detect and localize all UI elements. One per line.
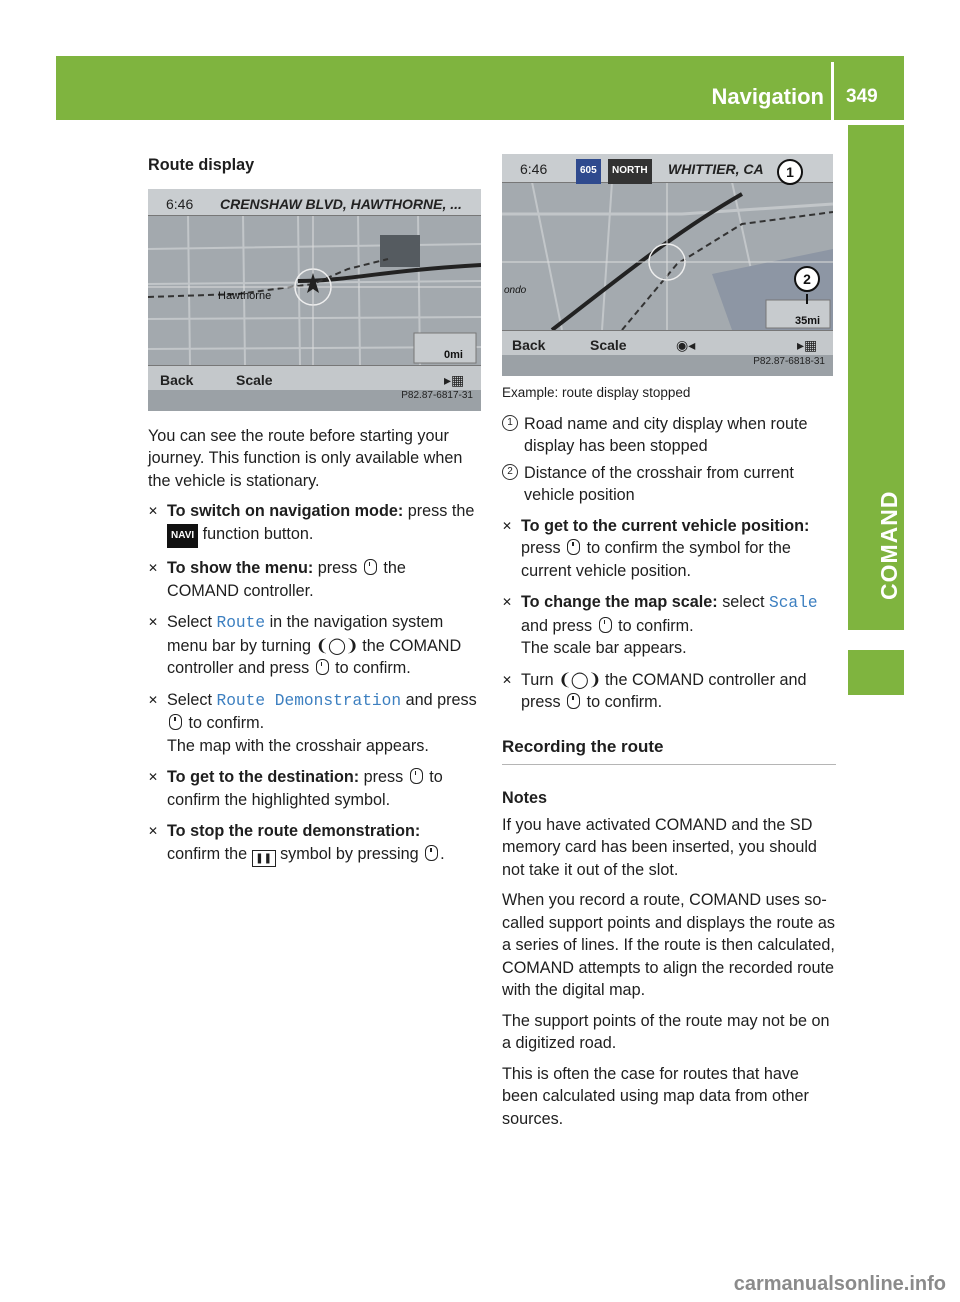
callout-1: 1: [777, 159, 803, 185]
back-button[interactable]: Back: [512, 337, 546, 353]
map-options-icon[interactable]: ▸▦: [797, 337, 818, 353]
clock: 6:46: [166, 195, 194, 212]
navi-button-icon: NAVI: [167, 524, 198, 549]
intro-text: You can see the route before starting your journey. This function is only available when the vehicle is stationary.: [148, 426, 463, 490]
step-show-menu: ✕ To show the menu: press the COMAND controller.: [148, 559, 406, 600]
step-select-demo: ✕ Select Route Demonstration and press to confirm. The map with the crosshair appears.: [148, 690, 477, 755]
side-tab-marker: [848, 650, 904, 695]
step-turn-controller: ✕ Turn ❨◯❩ the COMAND controller and press to confirm.: [502, 670, 807, 711]
press-controller-icon: [567, 539, 580, 555]
step-change-scale: ✕ To change the map scale: select Scale and press to confirm. The scale bar appears.: [502, 593, 818, 657]
distance-label: 0mi: [444, 348, 463, 361]
press-controller-icon: [169, 714, 182, 730]
clock: 6:46: [520, 161, 548, 177]
step-arrow-icon: ✕: [502, 518, 513, 533]
pause-icon: ❚❚: [252, 850, 276, 867]
route-demo-menu-item: Route Demonstration: [216, 691, 402, 710]
place-label: ondo: [504, 285, 527, 296]
route-menu-item: Route: [216, 614, 266, 632]
figure-caption: Example: route display stopped: [502, 385, 691, 400]
step-arrow-icon: ✕: [148, 504, 159, 518]
road-name: CRENSHAW BLVD, HAWTHORNE, ...: [220, 195, 462, 212]
turn-controller-icon: ❨◯❩: [558, 670, 601, 689]
press-controller-icon: [364, 559, 377, 575]
map-title-bar: [148, 189, 481, 216]
legend-item: 1 Road name and city display when route display has been stopped: [502, 413, 836, 458]
step-arrow-icon: ✕: [148, 824, 159, 838]
side-tab-label: COMAND: [876, 490, 902, 600]
scale-menu-item: Scale: [769, 594, 818, 612]
city-label: Hawthorne: [218, 289, 272, 302]
recording-heading: Recording the route: [502, 736, 836, 766]
turn-controller-icon: ❨◯❩: [315, 636, 358, 655]
distance-label: 35mi: [795, 315, 821, 327]
step-stop-demo: ✕ To stop the route demonstration: confirm the ❚❚ symbol by pressing .: [148, 820, 482, 867]
note-paragraph: The support points of the route may not be on a digitized road.: [502, 1011, 830, 1052]
step-get-destination: ✕ To get to the destination: press to confirm the highlighted symbol.: [148, 768, 443, 809]
press-controller-icon: [567, 693, 580, 709]
step-arrow-icon: ✕: [148, 561, 159, 575]
map-options-icon[interactable]: ▸▦: [444, 371, 465, 388]
route-stopped-figure: [502, 154, 833, 376]
scale-button[interactable]: Scale: [236, 371, 273, 388]
legend-number: 1: [502, 415, 518, 431]
press-controller-icon: [425, 845, 438, 861]
road-name: WHITTIER, CA: [668, 161, 764, 177]
watermark: carmanualsonline.info: [733, 1273, 946, 1295]
note-paragraph: This is often the case for routes that have been calculated using map data from other sources.: [502, 1064, 809, 1128]
legend-number: 2: [502, 464, 518, 480]
header-divider: [831, 62, 834, 120]
figure-code: P82.87-6817-31: [401, 390, 473, 401]
note-paragraph: If you have activated COMAND and the SD memory card has been inserted, you should not take it out of the slot.: [502, 815, 817, 879]
scale-button[interactable]: Scale: [590, 337, 627, 353]
route-display-heading: Route display: [148, 156, 255, 174]
direction-badge: NORTH: [608, 159, 652, 184]
figure-code: P82.87-6818-31: [753, 355, 825, 367]
press-controller-icon: [599, 617, 612, 633]
step-switch-navigation: ✕ To switch on navigation mode: press the NAVI function button.: [148, 500, 482, 548]
notes-heading: Notes: [502, 789, 547, 807]
legend-item: 2 Distance of the crosshair from current vehicle position: [502, 462, 836, 507]
press-controller-icon: [410, 768, 423, 784]
left-column: [148, 154, 482, 876]
step-current-position: ✕ To get to the current vehicle position: press to confirm the symbol for the current vehicle position.: [502, 516, 810, 580]
step-arrow-icon: ✕: [148, 692, 159, 707]
step-select-route: ✕ Select Route in the navigation system menu bar by turning ❨◯❩ the COMAND controller and press to confirm.: [148, 613, 462, 677]
section-title: Navigation: [711, 84, 824, 109]
vehicle-position-icon[interactable]: ◉◂: [676, 337, 696, 353]
note-paragraph: When you record a route, COMAND uses so-called support points and displays the route as a series of lines. If the route is then calculated, COMAND attempts to align the recorded route with the digital map.: [502, 891, 835, 999]
interstate-shield: 605: [576, 159, 601, 184]
callout-2: 2: [794, 266, 820, 292]
right-column: [502, 154, 836, 1138]
step-arrow-icon: ✕: [148, 615, 159, 629]
step-arrow-icon: ✕: [502, 595, 513, 609]
step-arrow-icon: ✕: [148, 770, 159, 784]
step-arrow-icon: ✕: [502, 672, 513, 687]
back-button[interactable]: Back: [160, 371, 194, 388]
page-number: 349: [846, 86, 878, 107]
route-display-figure: [148, 189, 481, 411]
press-controller-icon: [316, 659, 329, 675]
